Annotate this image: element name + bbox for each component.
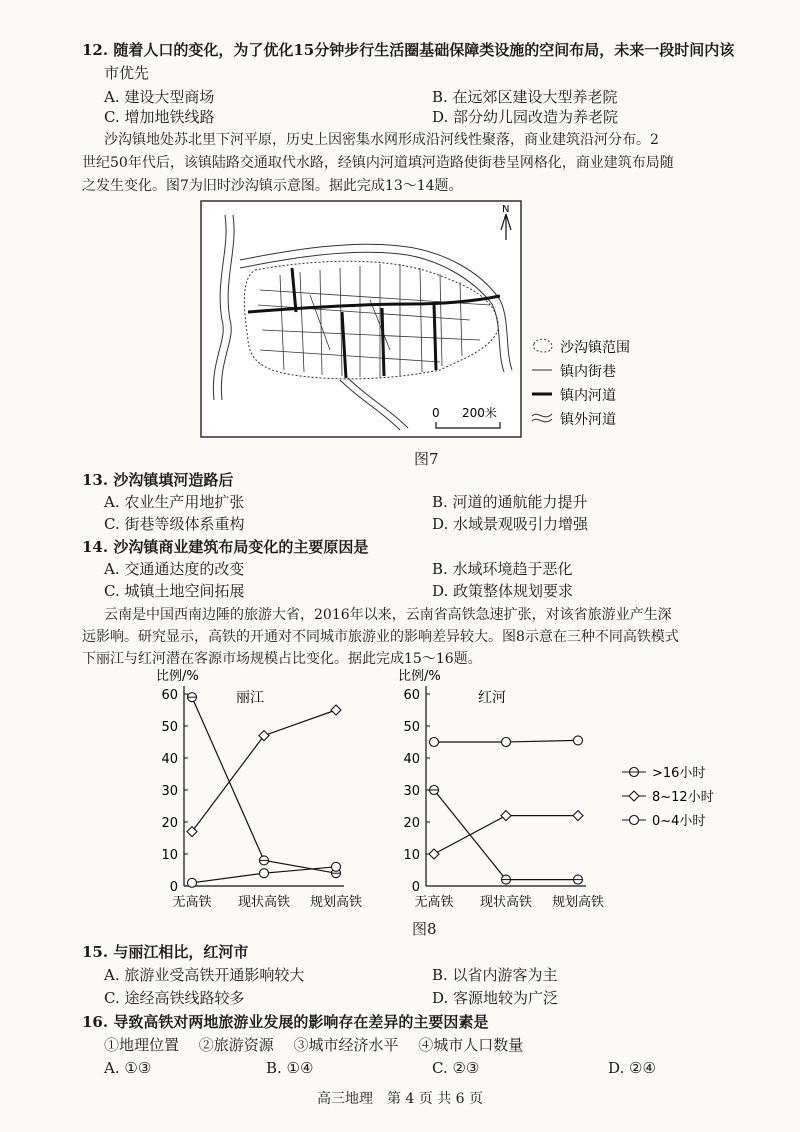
q16-option-d: D. ②④ — [608, 1059, 656, 1077]
lijiang-xtick-label-2: 规划高铁 — [309, 895, 363, 910]
svg-text:N: N — [502, 204, 510, 215]
honghe-point-s2-1 — [502, 738, 511, 747]
q13-option-d: D. 水域景观吸引力增强 — [432, 515, 589, 533]
lijiang-point-s1-2 — [331, 705, 341, 715]
lijiang-xtick-label-1: 现状高铁 — [237, 895, 291, 910]
honghe-ytick-label-50: 50 — [403, 720, 420, 735]
q16-factors: ①地理位置 ②旅游资源 ③城市经济水平 ④城市人口数量 — [104, 1036, 524, 1054]
q15-option-d: D. 客源地较为广泛 — [432, 989, 559, 1007]
q14-option-b: B. 水域环境趋于恶化 — [432, 560, 573, 578]
q14-option-a: A. 交通通达度的改变 — [104, 560, 245, 578]
figure8-caption: 图8 — [412, 920, 437, 938]
honghe-ytick-label-30: 30 — [403, 784, 420, 799]
lijiang-point-s2-0 — [188, 878, 197, 887]
honghe-ylabel: 比例/% — [398, 669, 441, 684]
lijiang-point-s0-1 — [260, 856, 269, 865]
passage1-line3: 之发生变化。图7为旧时沙沟镇示意图。据此完成13～14题。 — [82, 178, 463, 194]
lijiang-point-s0-0 — [188, 693, 197, 702]
legend-town-boundary: 沙沟镇范围 — [560, 340, 630, 356]
svg-text:200米: 200米 — [462, 406, 497, 420]
honghe-point-s2-0 — [430, 738, 439, 747]
honghe-series-line-0 — [434, 790, 578, 880]
page-footer: 高三地理 第 4 页 共 6 页 — [316, 1091, 484, 1107]
q15-option-b: B. 以省内游客为主 — [432, 966, 558, 984]
q12-option-a: A. 建设大型商场 — [104, 88, 215, 106]
lijiang-ytick-label-30: 30 — [161, 784, 178, 799]
q14-option-c: C. 城镇土地空间拓展 — [104, 582, 245, 600]
legend-inner-canal: 镇内河道 — [560, 388, 616, 404]
passage2-line2: 远影响。研究显示，高铁的开通对不同城市旅游业的影响差异较大。图8示意在三种不同高铁模式 — [82, 629, 679, 645]
lijiang-point-s2-1 — [260, 869, 269, 878]
honghe-ytick-label-10: 10 — [403, 848, 420, 863]
lijiang-point-s2-2 — [332, 862, 341, 871]
honghe-point-s0-0 — [430, 786, 439, 795]
q14-option-d: D. 政策整体规划要求 — [432, 582, 574, 600]
honghe-xtick-label-0: 无高铁 — [414, 895, 454, 910]
lijiang-series-line-0 — [192, 697, 336, 873]
q12-stem-cont: 市优先 — [104, 64, 150, 82]
lijiang-ylabel: 比例/% — [156, 669, 199, 684]
q13-stem: 13. 沙沟镇填河造路后 — [82, 471, 234, 489]
legend-label-0: >16小时 — [652, 766, 706, 781]
chart-lijiang — [140, 664, 370, 920]
q12-option-b: B. 在远郊区建设大型养老院 — [432, 88, 618, 106]
q16-option-b: B. ①④ — [266, 1059, 314, 1077]
lijiang-ytick-label-50: 50 — [161, 720, 178, 735]
lijiang-point-s1-1 — [259, 731, 269, 741]
honghe-xtick-label-1: 现状高铁 — [479, 895, 533, 910]
legend-marker-2 — [630, 816, 639, 825]
q12-stem: 12. 随着人口的变化，为了优化15分钟步行生活圈基础保障类设施的空间布局，未来一段时间内该 — [82, 41, 735, 59]
passage2-line3: 下丽江与红河潜在客源市场规模占比变化。据此完成15～16题。 — [82, 651, 482, 667]
lijiang-ytick-label-60: 60 — [161, 688, 178, 703]
figure7-legend — [528, 330, 658, 434]
honghe-point-s0-1 — [502, 875, 511, 884]
lijiang-ytick-label-0: 0 — [169, 880, 178, 895]
legend-marker-0 — [630, 768, 639, 777]
legend-outer-river: 镇外河道 — [560, 412, 616, 428]
lijiang-title: 丽江 — [236, 690, 264, 706]
legend-label-2: 0~4小时 — [652, 814, 706, 829]
q13-option-a: A. 农业生产用地扩张 — [104, 493, 245, 511]
figure7-caption: 图7 — [414, 450, 439, 468]
lijiang-ytick-label-10: 10 — [161, 848, 178, 863]
q15-stem: 15. 与丽江相比，红河市 — [82, 943, 249, 961]
lijiang-xtick-label-0: 无高铁 — [172, 895, 212, 910]
honghe-point-s2-2 — [574, 736, 583, 745]
svg-text:0: 0 — [432, 406, 440, 420]
q14-stem: 14. 沙沟镇商业建筑布局变化的主要原因是 — [82, 538, 369, 556]
q16-stem: 16. 导致高铁对两地旅游业发展的影响存在差异的主要因素是 — [82, 1013, 489, 1031]
legend-marker-1 — [629, 791, 639, 801]
passage2-line1: 云南是中国西南边陲的旅游大省，2016年以来，云南省高铁急速扩张，对该省旅游业产生深 — [104, 607, 672, 623]
lijiang-series-line-1 — [192, 710, 336, 832]
q13-option-c: C. 街巷等级体系重构 — [104, 515, 245, 533]
lijiang-point-s1-0 — [187, 827, 197, 837]
chart-honghe — [382, 664, 612, 920]
honghe-ytick-label-60: 60 — [403, 688, 420, 703]
honghe-ytick-label-0: 0 — [411, 880, 420, 895]
lijiang-ytick-label-40: 40 — [161, 752, 178, 767]
figure7-map — [200, 200, 530, 440]
lijiang-ytick-label-20: 20 — [161, 816, 178, 831]
passage1-line2: 世纪50年代后，该镇陆路交通取代水路，经镇内河道填河造路使街巷呈网格化，商业建筑布局随 — [82, 155, 674, 171]
honghe-title: 红河 — [478, 690, 506, 706]
q12-option-c: C. 增加地铁线路 — [104, 108, 215, 126]
passage1-line1: 沙沟镇地处苏北里下河平原，历史上因密集水网形成沿河线性聚落，商业建筑沿河分布。2 — [104, 132, 659, 148]
q12-option-d: D. 部分幼儿园改造为养老院 — [432, 108, 619, 126]
q13-option-b: B. 河道的通航能力提升 — [432, 493, 588, 511]
q16-option-c: C. ②③ — [432, 1059, 480, 1077]
figure8-legend — [620, 760, 730, 830]
q15-option-a: A. 旅游业受高铁开通影响较大 — [104, 966, 305, 984]
honghe-ytick-label-40: 40 — [403, 752, 420, 767]
honghe-point-s1-0 — [429, 849, 439, 859]
legend-label-1: 8~12小时 — [652, 790, 714, 805]
honghe-xtick-label-2: 规划高铁 — [551, 895, 605, 910]
honghe-point-s1-2 — [573, 811, 583, 821]
q15-option-c: C. 途经高铁线路较多 — [104, 989, 245, 1007]
honghe-point-s0-2 — [574, 875, 583, 884]
legend-streets: 镇内街巷 — [560, 364, 616, 380]
honghe-point-s1-1 — [501, 811, 511, 821]
honghe-ytick-label-20: 20 — [403, 816, 420, 831]
q16-option-a: A. ①③ — [104, 1059, 152, 1077]
